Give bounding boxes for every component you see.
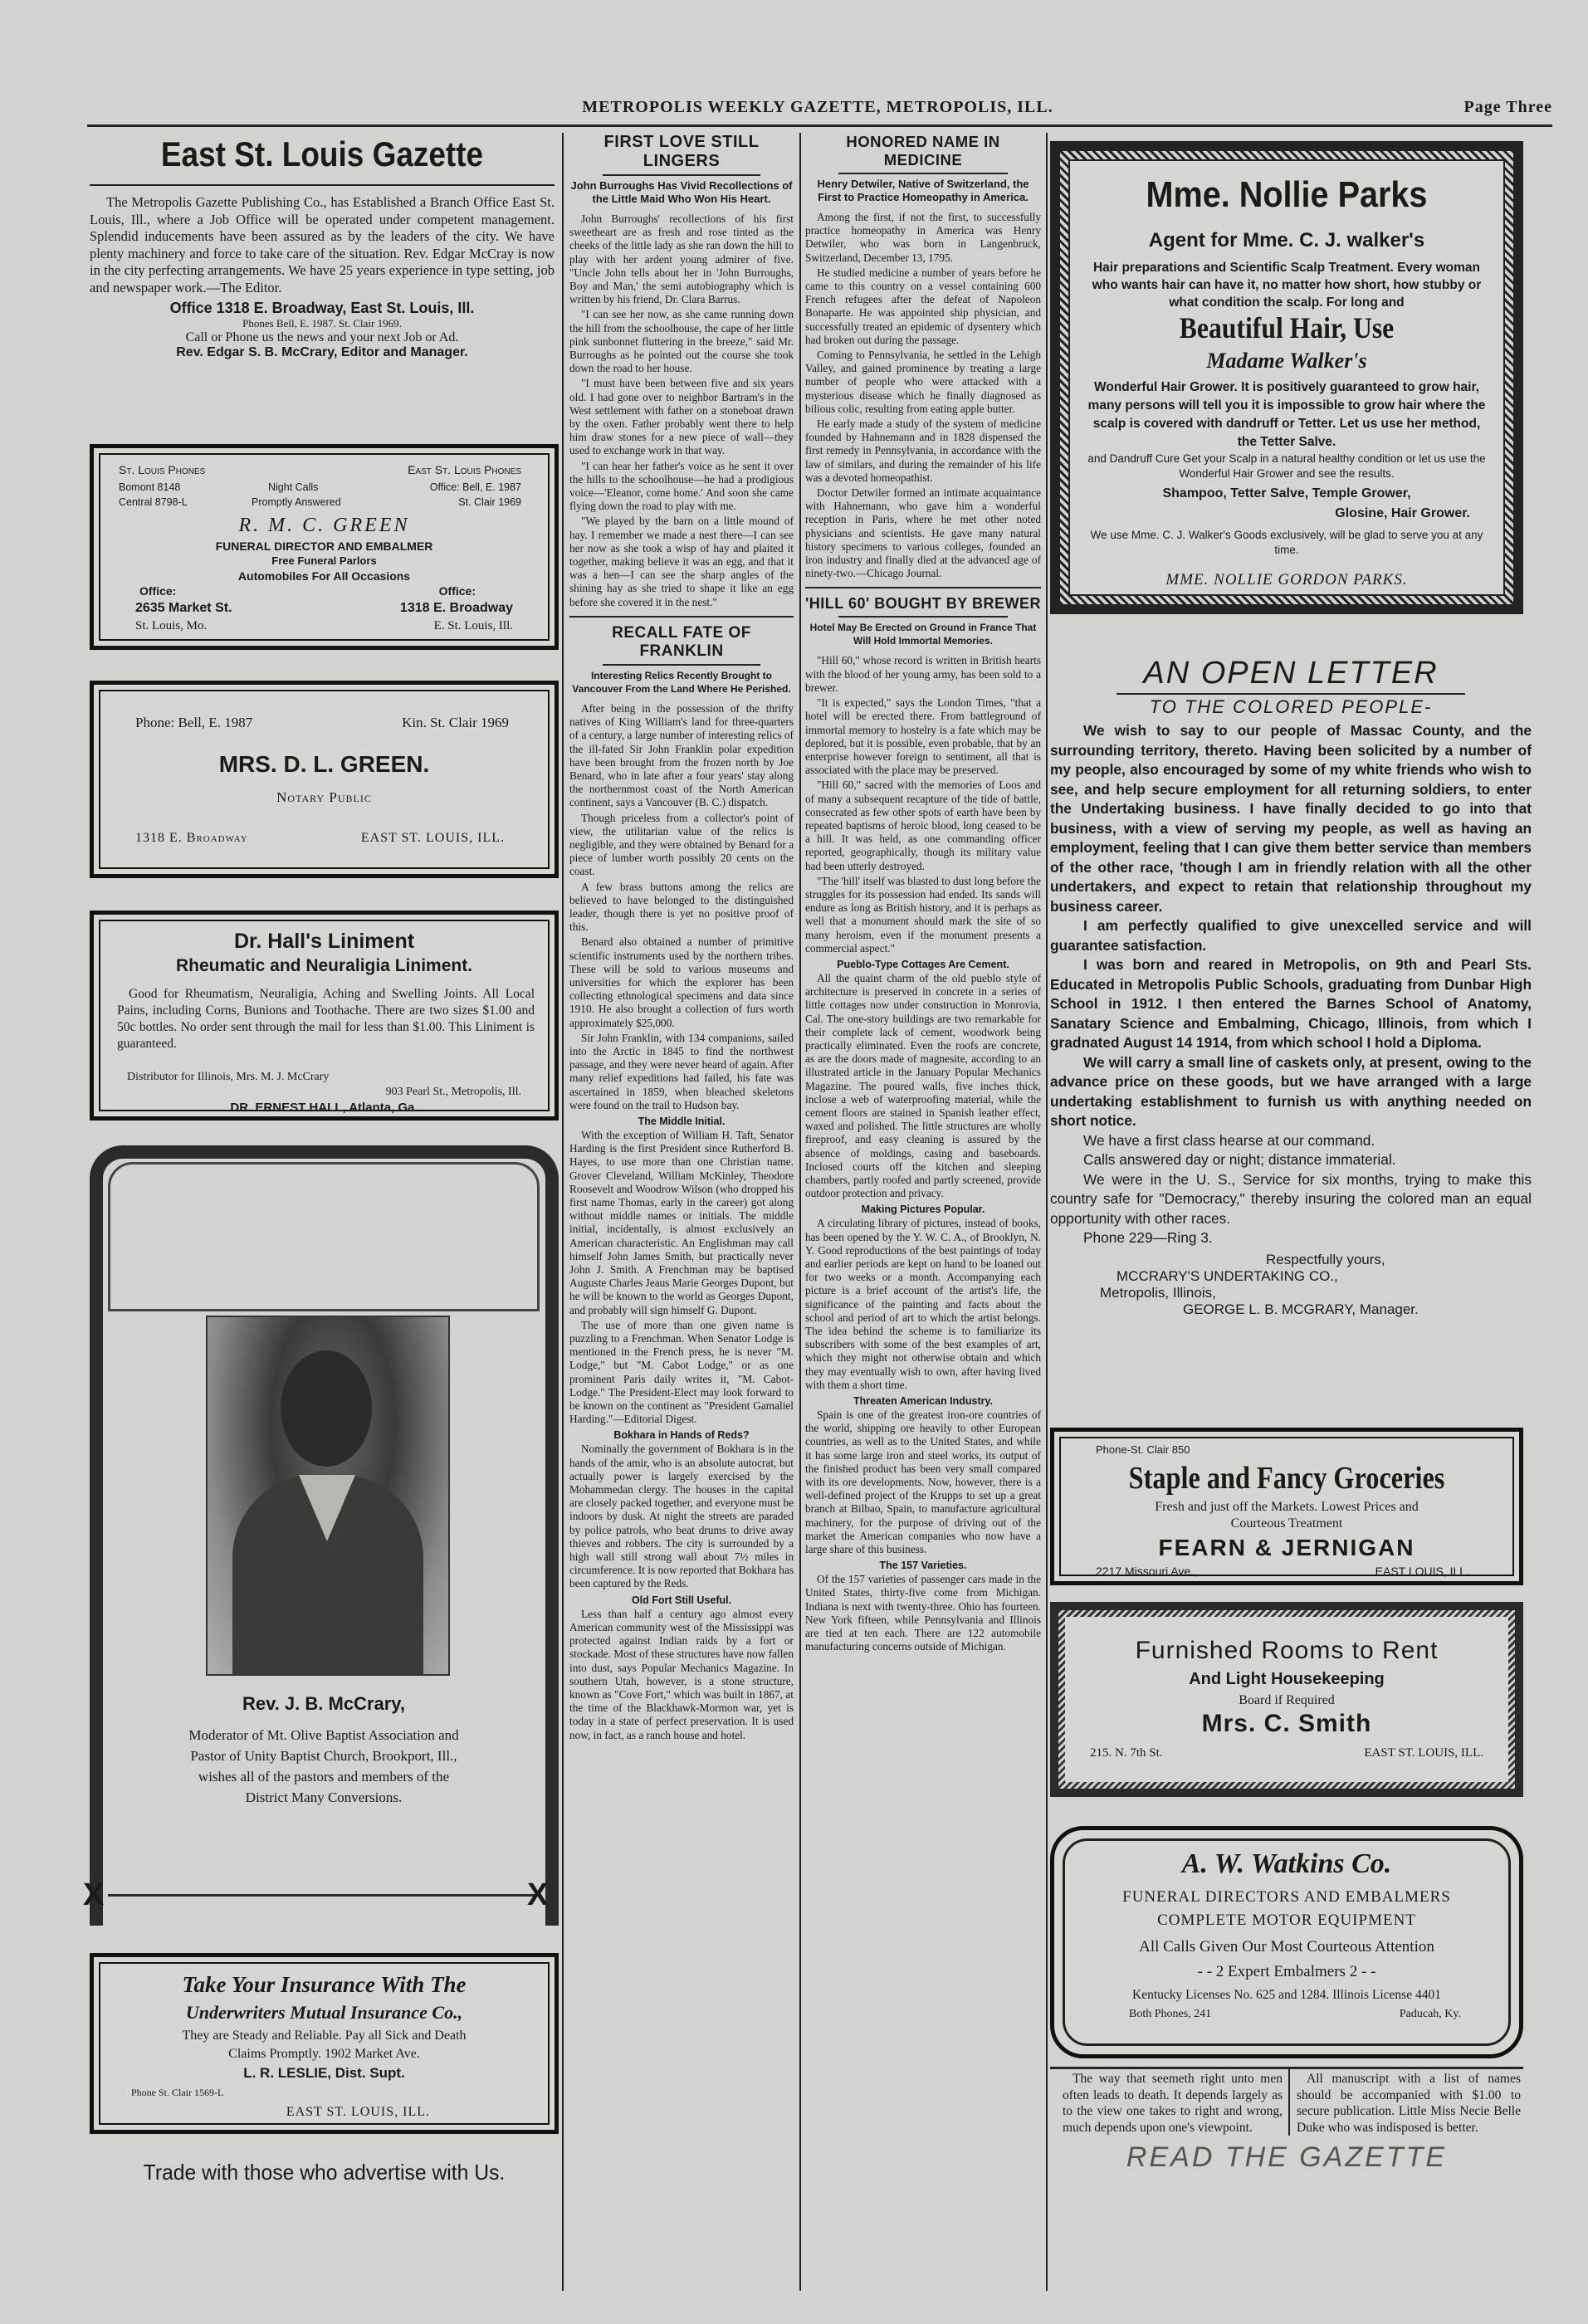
groceries-title: Staple and Fancy Groceries	[1128, 1461, 1445, 1496]
paragraph: "The 'hill' itself was blasted to dust long before the struggles for its possession had ended. Its sands will endure as long as British history, and it is perhaps as well that a monument should mark the site of so many heroism, even if the monument presents a commercial aspect."	[805, 874, 1041, 954]
corner-x-left: X	[83, 1877, 105, 1912]
notice-call: Call or Phone us the news and your next Job or Ad.	[185, 330, 459, 344]
watkins-city: Paducah, Ky.	[1399, 2008, 1461, 2020]
divider	[603, 174, 760, 176]
headline-pictures: Making Pictures Popular.	[861, 1204, 985, 1216]
rooms-inner	[1065, 1617, 1508, 1782]
green-title: FUNERAL DIRECTOR AND EMBALMER	[215, 540, 433, 553]
groceries-line2: Courteous Treatment	[1230, 1516, 1343, 1531]
parks-madame-walker: Madame Walker's	[1206, 349, 1367, 373]
insurance-line1: They are Steady and Reliable. Pay all Sick and Death	[182, 2029, 467, 2043]
bottom-left-note: The way that seemeth right unto men often leads to death. It depends largely as to the view one takes to right and wrong, much depends upon one's viewpoint.	[1063, 2072, 1283, 2135]
mrs-green-title: Notary Public	[276, 789, 372, 805]
parks-signature: MME. NOLLIE GORDON PARKS.	[1165, 571, 1408, 588]
column-2	[569, 133, 794, 2291]
paragraph: Sir John Franklin, with 134 companions, sailed into the Arctic in 1845 to find the northwest passage, and they were never heard of again. After many relief expeditions had failed, his fate was ascertained in 1859, when bleached skeletons were found on the trail to Hudson bay.	[569, 1031, 794, 1111]
watkins-ad	[1050, 1826, 1523, 2058]
rooms-addr: 215. N. 7th St.	[1090, 1746, 1163, 1760]
parks-line1: Hair preparations and Scientific Scalp Treatment. Every woman who wants hair can have it, no matter how short, how stubby or what condition the scalp. For long and	[1092, 261, 1482, 310]
addr-left: 2635 Market St.	[135, 601, 232, 615]
parks-line4: Shampoo, Tetter Salve, Temple Grower,	[1162, 486, 1411, 500]
divider	[1116, 693, 1465, 695]
groceries-addr: 2217 Missouri Ave.,	[1096, 1565, 1197, 1578]
paragraph: "Hill 60," sacred with the memories of Loos and of many a subsequent recapture of the tide of battle, consecrated as few other spots of earth have been by repeated baptisms of heroic blood, long ceased to be a hill. It was held, as one commanding officer reported, geographically, though its military value had been utterly destroyed.	[805, 779, 1041, 872]
watkins-line3: All Calls Given Our Most Courteous Attention	[1139, 1938, 1434, 1955]
divider	[603, 664, 760, 666]
groceries-phone: Phone-St. Clair 850	[1096, 1443, 1190, 1456]
paragraph: Spain is one of the greatest iron-ore countries of the world, shipping ore heavily to other European countries, as well as to the United States, and while it has some large iron and steel works, its output of the finished product has been very small compared with its ore developments. Now, however, there is a well-defined project of the Krupps to set up a great branch at Bilbao, Spain, to manufacture agricultural machinery, for the purpose of driving out of the market the American companies who now have a large share of this business.	[805, 1409, 1041, 1556]
header-rule	[87, 124, 1552, 127]
watkins-line4: - - 2 Expert Embalmers 2 - -	[1197, 1963, 1376, 1980]
liniment-sign: DR. ERNEST HALL, Atlanta, Ga.	[230, 1101, 418, 1115]
paragraph: "I can hear her father's voice as he sent it over the hills to the schoolhouse—he had a prodigious voice—'Eleanor, come home.' And soon she came flying down the road to play with me.	[569, 459, 794, 513]
divider	[805, 587, 1041, 588]
city-right: E. St. Louis, Ill.	[433, 619, 513, 632]
headline-hill-60: 'HILL 60' BOUGHT BY BREWER	[805, 595, 1041, 613]
letter-to: TO THE COLORED PEOPLE-	[1149, 696, 1433, 717]
mrs-green-phone: Phone: Bell, E. 1987	[135, 715, 253, 730]
paragraph: Doctor Detwiler formed an intimate acquaintance with Hahnemann, who gave him a wonderful reception in Paris, where he met other noted physicians and scientists. He gave many natural history specimens to various colleges, founded an iron industry and finally died at the advanced age of ninety-two.—Chicago Journal.	[805, 486, 1041, 580]
esl-phones: East St. Louis Phones	[408, 463, 521, 476]
masthead: METROPOLIS WEEKLY GAZETTE, METROPOLIS, ILL.	[582, 98, 1053, 116]
paragraph: "I must have been between five and six years old. I had gone over to neighbor Bartram's in the West settlement with father on a stoneboat drawn by the oxen. Father probably went there to help him draw stones for a new piece of wall—they used to exchange work in that way.	[569, 377, 794, 457]
paragraph: "It is expected," says the London Times, "that a hotel will be erected there. From battleground of immortal memory to hostelry is a fate which may be deplored, but it is possible, even probable, that by an enterprise however foreign to sentiment, all that is associated with the place may be preserved.	[805, 696, 1041, 777]
paragraph: John Burroughs' recollections of his first sweetheart are as fresh and rose tinted as the cheeks of the little lady as she ran down the hill to play with her ardent young admirer of five. "Uncle John tells about her in 'John Burroughs, Boy and Man,' the semi autobiography which is written by his friend, Dr. Clara Barrus.	[569, 212, 794, 306]
parks-line3: and Dandruff Cure Get your Scalp in a natural healthy condition or let us use the Wonderful Hair Grower and see the results.	[1087, 452, 1486, 480]
subhead-medicine: Henry Detwiler, Native of Switzerland, the First to Practice Homeopathy in America.	[817, 178, 1029, 203]
letter-company: MCCRARY'S UNDERTAKING CO.,	[1116, 1267, 1338, 1284]
headline-first-love: FIRST LOVE STILL LINGERS	[603, 133, 760, 170]
mrs-green-city: EAST ST. LOUIS, ILL.	[360, 831, 505, 845]
liniment-subtitle: Rheumatic and Neuraligia Liniment.	[175, 956, 473, 975]
insurance-line2: Claims Promptly. 1902 Market Ave.	[228, 2047, 420, 2061]
paragraph: A few brass buttons among the relics are believed to have belonged to the distinguished leader, though there is yet no positive proof of this.	[569, 880, 794, 934]
portrait-inner-frame	[108, 1162, 540, 1311]
paragraph: The use of more than one given name is puzzling to a Frenchman. When Senator Lodge is mentioned in the French press, he is never "M. Lodge," but "M. Cabot Lodge," or as one prominent Paris daily writes it, "M. Cabot-Lodge." The President-Elect may look forward to be known on the continent as "President Gamaliel Harding."—Editorial Digest.	[569, 1318, 794, 1426]
liniment-addr: 903 Pearl St., Metropolis, Ill.	[385, 1086, 521, 1098]
letter-manager: GEORGE L. B. MCGRARY, Manager.	[1183, 1301, 1419, 1317]
groceries-city: EAST LOUIS, ILL.	[1375, 1565, 1469, 1578]
paragraph: Though priceless from a collector's point of view, the utilitarian value of the relics is negligible, and they were obtained by Benard for a piece of lumber worth possibly 20 cents on the coast.	[569, 811, 794, 878]
insurance-agent: L. R. LESLIE, Dist. Supt.	[243, 2065, 405, 2081]
liniment-ad	[90, 911, 559, 1120]
paragraph: Coming to Pennsylvania, he settled in the Lehigh Valley, and gained prominence by treating a large number of people who were attacked with a mysterious disease which he finally diagnosed as bilious colic, resulting from eating apple butter.	[805, 349, 1041, 415]
letter-paragraph: We were in the U. S., Service for six months, trying to make this country safe for "Democracy," thereby insuring the colored man an equal opportunity with other races.	[1050, 1170, 1532, 1227]
phone-bomont: Bomont 8148	[119, 481, 181, 493]
letter-paragraph: I am perfectly qualified to give unexcelled service and will guarantee satisfaction.	[1050, 917, 1532, 954]
portrait-caption: Moderator of Mt. Olive Baptist Association and Pastor of Unity Baptist Church, Brookport, Ill., wishes all of the pastors and members of the District Many Conversions.	[188, 1727, 459, 1805]
letter-title: AN OPEN LETTER	[1143, 656, 1439, 691]
paragraph: Less than half a century ago almost every American community west of the Mississippi was protected against Indian raids by a fort or stockade. Most of these structures have now fallen into dust, says Popular Mechanics Magazine. In southern Utah, however, is a stone structure, known as "Cove Fort," which was built in 1867, at the time of the Blackhawk-Mormon war, yet is today in a state of perfect preservation. It is used now, in fact, as a ranch house and hotel.	[569, 1607, 794, 1741]
notice-body: The Metropolis Gazette Publishing Co., has Established a Branch Office East St. Louis, Ill., where a Job Office will be operated under competent management. Splendid inducements have been assured as by the leaders of the city. We have plenty machinery and force to take care of the situation. Rev. Edgar McCray is now in the city perfecting arrangements. We have 25 years experience in type setting, job and newspaper work.—The Editor.	[90, 194, 555, 295]
paragraph: Benard also obtained a number of primitive scientific instruments used by the northern tribes. These will be sold to various museums and universities for which the explorer has been collecting ethnological specimens and data since 1910. He also brought a collection of furs worth approximately $25,000.	[569, 935, 794, 1029]
portrait-frame-right	[545, 1245, 559, 1926]
divider	[838, 173, 1008, 174]
mrs-green-phone-2: Kin. St. Clair 1969	[402, 715, 509, 730]
paragraph: He studied medicine a number of years before he came to this country on a vessel containing 600 French refugees after the defeat of Napoleon Bonaparte. He was appointed ship physician, and successfully treated an epidemic of dysentery which had broken out during the passage.	[805, 266, 1041, 346]
trade-slogan: Trade with those who advertise with Us.	[143, 2160, 506, 2185]
phone-st-clair: St. Clair 1969	[458, 496, 521, 508]
column-divider	[799, 133, 801, 2291]
parks-line6: We use Mme. C. J. Walker's Goods exclusively, will be glad to serve you at any time.	[1090, 529, 1483, 556]
read-the-gazette: READ THE GAZETTE	[1126, 2141, 1448, 2173]
column-3	[805, 133, 1041, 2291]
subhead-hill-60: Hotel May Be Erected on Ground in France That Will Hold Immortal Memories.	[809, 622, 1037, 647]
page-header	[83, 98, 1552, 120]
notice-phones: Phones Bell, E. 1987. St. Clair 1969.	[242, 317, 402, 330]
green-name: R. M. C. GREEN	[238, 515, 410, 536]
rooms-city: EAST ST. LOUIS, ILL.	[1364, 1746, 1483, 1760]
parks-big: Beautiful Hair, Use	[1179, 311, 1395, 344]
office-label-right: Office:	[438, 584, 476, 598]
headline-old-fort: Old Fort Still Useful.	[631, 1594, 732, 1606]
groceries-ad	[1050, 1428, 1523, 1585]
parks-agent: Agent for Mme. C. J. walker's	[1148, 229, 1425, 251]
letter-paragraph: I was born and reared in Metropolis, on 9th and Pearl Sts. Educated in Metropolis Public Schools, graduating from Dunbar High School in 1912. I then entered the Barnes School of Anatomy, Sanatary Science and Embalming, Chicago, Illinois, from which I gradnated August 14 1914, from which school I hold a Diploma.	[1050, 956, 1532, 1051]
night-calls: Night Calls	[268, 481, 319, 493]
liniment-title: Dr. Hall's Liniment	[233, 930, 415, 953]
headline-industry: Threaten American Industry.	[853, 1395, 994, 1408]
groceries-name: FEARN & JERNIGAN	[1158, 1535, 1415, 1560]
watkins-line1: FUNERAL DIRECTORS AND EMBALMERS	[1122, 1888, 1451, 1906]
liniment-body: Good for Rheumatism, Neuraligia, Aching and Swelling Joints. All Local Pains, including Corns, Bunions and Toothache. There are two sizes $1.00 and 50c bottles. No order sent through the mail for less than $1.00. This Liniment is guaranteed.	[117, 987, 535, 1051]
parks-line2: Wonderful Hair Grower. It is positively guaranteed to grow hair, many persons will tell you it is impossible to grow hair where the scalp is covered with dandruff or Tetter. Let us use her method, the Tetter Salve.	[1087, 380, 1486, 449]
esl-gazette-notice	[90, 133, 555, 360]
corner-x-right: X	[527, 1877, 549, 1912]
headline-franklin: RECALL FATE OF FRANKLIN	[612, 623, 751, 660]
open-letter	[1050, 656, 1532, 1403]
notice-title: East St. Louis Gazette	[160, 134, 484, 173]
watkins-phones: Both Phones, 241	[1129, 2008, 1212, 2020]
paragraph: "We played by the barn on a little mound of hay. I remember we made a nest there—I can see her now as she took a wisp of hay and plaited it together, making believe it was an egg, and that it was a hen—I can see the sharp angles of the shining hay as she tried to shape it like an egg before she covered it in the nest."	[569, 515, 794, 608]
watkins-line2: COMPLETE MOTOR EQUIPMENT	[1157, 1911, 1416, 1929]
rooms-name: Mrs. C. Smith	[1201, 1710, 1372, 1737]
rooms-ad	[1050, 1602, 1523, 1797]
green-autos: Automobiles For All Occasions	[237, 569, 411, 583]
letter-city: Metropolis, Illinois,	[1100, 1284, 1216, 1301]
page-number: Page Three	[1463, 98, 1552, 116]
paragraph: Of the 157 varieties of passenger cars made in the United States, thirty-five come from Michigan. Indiana is next with twenty-three. Ohio has fourteen. New York fifteen, while Pennsylvania and Illinois are tied at ten each. There are 122 automobile manufacturing concerns outside of Michigan.	[805, 1573, 1041, 1653]
parks-title: Mme. Nollie Parks	[1146, 174, 1428, 215]
insurance-company: Underwriters Mutual Insurance Co.,	[185, 2002, 463, 2023]
paragraph: All the quaint charm of the old pueblo style of architecture is preserved in concrete in a series of little cottages now under construction in Monrovia, Cal. The one-story buildings are two remarkable for their complete lack of cement, woodwork being practically eliminated. Even the roofs are concrete, as are the doors made of magnesite, according to an illustrated article in the January Popular Mechanics Magazine. The poured walls, five inches thick, inclose a web of waterproofing material, while the cement floors are stained in Spanish leather effect, waxed and polished. The little structures are wholly fireproof, and easy cleaning is assured by the absence of moldings, casing and baseboards. Inclosed courts off the kitchen and sleeping chambers, partly roofed and partly screened, provide outdoor protection and privacy.	[805, 971, 1041, 1200]
divider	[90, 184, 555, 186]
portrait-name: Rev. J. B. McCrary,	[242, 1693, 406, 1714]
letter-phone: Phone 229—Ring 3.	[1083, 1229, 1213, 1246]
portrait-frame-left	[90, 1245, 103, 1926]
paragraph: "I can see her now, as she came running down the hill from the schoolhouse, the cape of her little pink sunbonnet fluttering in the breeze," said Mr. Burroughs as he pointed out the course she took down the road to her house.	[569, 308, 794, 375]
green-funeral-ad	[90, 444, 559, 650]
rooms-sub: And Light Housekeeping	[1189, 1670, 1385, 1688]
letter-paragraph: Calls answered day or night; distance immaterial.	[1083, 1151, 1396, 1168]
office-bell: Office: Bell, E. 1987	[429, 481, 521, 493]
headline-varieties: The 157 Varieties.	[879, 1560, 967, 1572]
column-divider	[562, 133, 564, 2291]
city-left: St. Louis, Mo.	[135, 619, 208, 632]
subhead-first-love: John Burroughs Has Vivid Recollections of the Little Maid Who Won His Heart.	[570, 179, 793, 205]
portrait-photo	[206, 1316, 450, 1676]
letter-paragraph: We have a first class hearse at our command.	[1083, 1131, 1375, 1149]
green-parlors: Free Funeral Parlors	[271, 554, 377, 567]
paragraph: With the exception of William H. Taft, Senator Harding is the first President since Rutherford B. Hayes, to use more than one Christian name. Grover Cleveland, William McKinley, Theodore Roosevelt and Woodrow Wilson (who dropped his first name Thomas, early in the career) got along without middle names or initials. The middle initial, incidentally, is almost exclusively an American characteristic. An Englishman may call himself John James Smith, but practically never John J. Smith. A Frenchman may be baptised Auguste Charles Jeaus Marie Georges Dupont, but he will be known to the world as Georges Dupont, and probably will sign himself G. Dupont.	[569, 1128, 794, 1316]
watkins-line5: Kentucky Licenses No. 625 and 1284. Illinois License 4401	[1132, 1988, 1441, 2002]
mrs-green-addr: 1318 E. Broadway	[135, 831, 248, 845]
portrait-head	[281, 1350, 372, 1467]
insurance-phone: Phone St. Clair 1569-L	[131, 2087, 224, 2098]
paragraph: He early made a study of the system of medicine founded by Hahnemann and in 1828 dispensed the first remedy in Pennsylvania, in accordance with the law of similars, and during the remainder of his life was a devoted homeopathist.	[805, 417, 1041, 484]
paragraph: After being in the possession of the thrifty natives of King William's land for three-quarters of a century, a large number of interesting relics of the ill-fated Sir John Franklin polar expedition have been brought from the frozen north by Joe Benard, who in late after a four years' stay along the northernmost coast of the North American continent, says a Vancouver (B. C.) dispatch.	[569, 701, 794, 809]
addr-right: 1318 E. Broadway	[399, 601, 513, 615]
paragraph: "Hill 60," whose record is written in British hearts with the blood of her young army, has been sold to a brewer.	[805, 654, 1041, 694]
notice-editor: Rev. Edgar S. B. McCrary, Editor and Manager.	[176, 345, 468, 359]
phone-central: Central 8798-L	[119, 496, 188, 508]
letter-paragraph: We wish to say to our people of Massac County, and the surrounding territory, thereto. Having been solicited by a number of my people, also encouraged by some of my white friends who wish to see, and help secure employment for all returning soldiers, to enter the Undertaking business. I have finally decided to go into that business, with a view of serving my people, as well as having an employment, feeling that I can give them better service than members of the other race, 'though I am in friendly relation with all the other undertakers, and expect to retain that relationship throughout my business career.	[1050, 722, 1532, 915]
headline-medicine: HONORED NAME IN MEDICINE	[846, 133, 1000, 168]
column-divider	[1046, 133, 1048, 2291]
divider	[1050, 2067, 1523, 2069]
headline-middle-initial: The Middle Initial.	[638, 1115, 726, 1127]
paragraph: Nominally the government of Bokhara is in the hands of the amir, who is an absolute autocrat, but actually power is largely exercised by the Mohammedan clergy. The houses in the capital are closely packed together, and everyone must be indoors by dusk. At night the streets are paraded by police patrols, who beat drums to drive away thieves and robbers. The city is surrounded by a high wall still strong wall about 7½ miles in circumference. It is now reported that Bokhara has been captured by the Reds.	[569, 1443, 794, 1590]
divider	[569, 616, 794, 618]
promptly-answered: Promptly Answered	[252, 496, 341, 508]
paragraph: Among the first, if not the first, to successfully practice homeopathy in America was Henry Detwiler, who was born in Langenbruck, Switzerland, December 13, 1795.	[805, 211, 1041, 264]
letter-paragraph: We will carry a small line of caskets only, at present, owing to the advance price on these goods, but we have arranged with a large undertaking establishment to furnish us with anything needed on short notice.	[1050, 1053, 1532, 1129]
portrait-frame-bottom	[108, 1894, 540, 1897]
mrs-green-name: MRS. D. L. GREEN.	[218, 751, 430, 777]
rooms-board: Board if Required	[1239, 1693, 1335, 1707]
letter-resp: Respectfully yours,	[1266, 1251, 1385, 1267]
watkins-title: A. W. Watkins Co.	[1181, 1848, 1392, 1879]
paragraph: A circulating library of pictures, instead of books, has been opened by the Y. W. C. A., of Brooklyn, N. Y. Good reproductions of the best paintings of today and earlier periods are kept on hand to be loaned out for two weeks or a month. Accompanying each picture is a brief account of the artist's life, the significance of the painting and facts about the school and period of art to which the artist belongs. The idea behind the scheme is to familiarize its subscribers with some of the best examples of art, which they might not otherwise obtain and which they may eventually wish to own, after having lived with them a short time.	[805, 1217, 1041, 1391]
divider	[1288, 2069, 1290, 2136]
mrs-green-ad	[90, 681, 559, 878]
insurance-city: EAST ST. LOUIS, ILL.	[286, 2105, 430, 2119]
subhead-franklin: Interesting Relics Recently Brought to Vancouver From the Land Where He Perished.	[572, 669, 791, 695]
notice-office: Office 1318 E. Broadway, East St. Louis, Ill.	[169, 300, 475, 316]
bottom-right-note: All manuscript with a list of names should be accompanied with $1.00 to secure publication. Little Miss Necie Belle Duke who was indisposed is better.	[1297, 2072, 1521, 2135]
groceries-line1: Fresh and just off the Markets. Lowest Prices and	[1155, 1500, 1419, 1514]
divider	[838, 616, 1008, 618]
office-label-left: Office:	[139, 584, 177, 598]
parks-ad	[1050, 141, 1523, 614]
headline-pueblo: Pueblo-Type Cottages Are Cement.	[837, 958, 1009, 970]
parks-inner	[1068, 159, 1505, 596]
rooms-title: Furnished Rooms to Rent	[1135, 1637, 1439, 1664]
stl-phones: St. Louis Phones	[119, 463, 206, 476]
parks-line5: Glosine, Hair Grower.	[1335, 506, 1470, 520]
insurance-title: Take Your Insurance With The	[182, 1972, 467, 1997]
insurance-ad	[90, 1953, 559, 2134]
liniment-distributor: Distributor for Illinois, Mrs. M. J. McCrary	[127, 1071, 330, 1083]
headline-bokhara: Bokhara in Hands of Reds?	[613, 1429, 750, 1442]
